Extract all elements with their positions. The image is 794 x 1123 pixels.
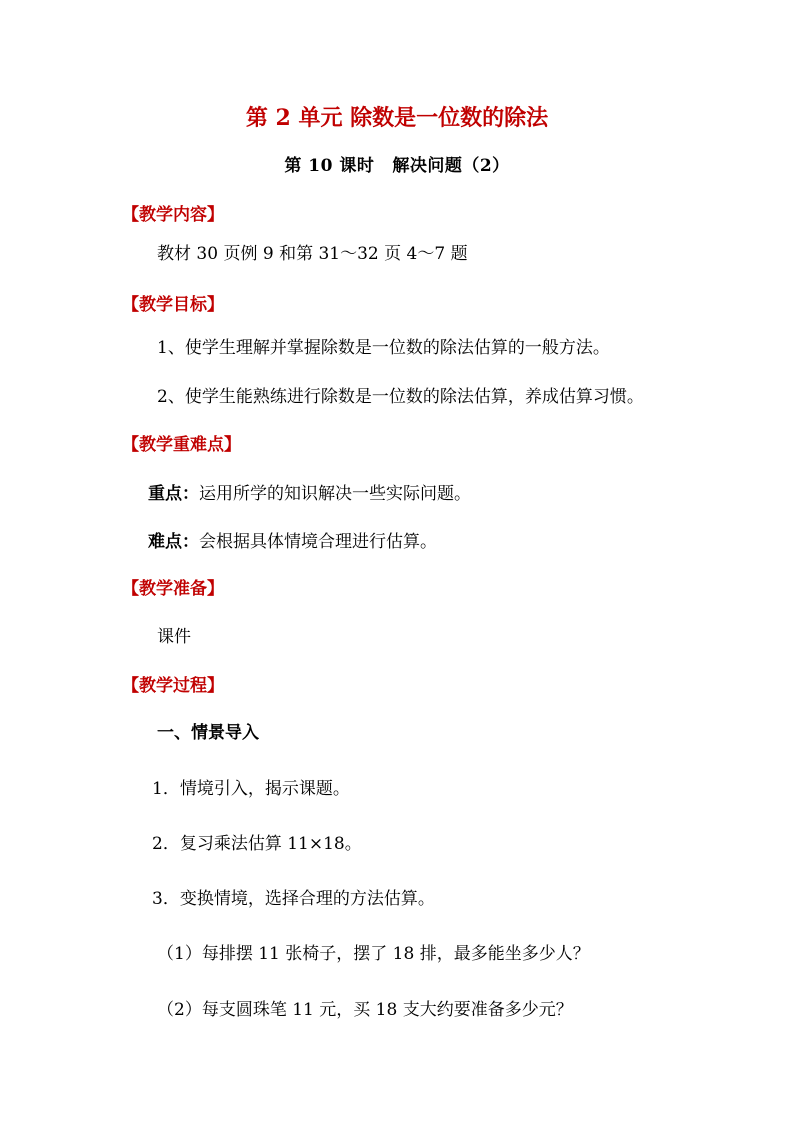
key-point-label: 重点： — [148, 484, 199, 504]
process-item: 3．变换情境，选择合理的方法估算。 — [152, 889, 435, 909]
lesson-number: 第 10 课时 — [284, 156, 375, 176]
section-heading-key-points: 【教学重难点】 — [122, 435, 241, 455]
difficulty-line — [148, 531, 437, 553]
section-heading-content: 【教学内容】 — [122, 205, 224, 225]
section-heading-goals: 【教学目标】 — [122, 295, 224, 315]
section-heading-preparation: 【教学准备】 — [122, 579, 224, 599]
goal-item: 2、使学生能熟练进行除数是一位数的除法估算，养成估算习惯。 — [157, 387, 644, 407]
preparation-text: 课件 — [157, 627, 191, 647]
process-step-title: 一、情景导入 — [157, 723, 259, 743]
goal-item: 1、使学生理解并掌握除数是一位数的除法估算的一般方法。 — [157, 338, 610, 358]
difficulty-label: 难点： — [148, 532, 199, 552]
key-point-line — [148, 483, 471, 505]
key-point-text: 运用所学的知识解决一些实际问题。 — [199, 484, 471, 504]
process-sub-item: （1）每排摆 11 张椅子，摆了 18 排，最多能坐多少人？ — [157, 944, 590, 964]
document-title: 第 2 单元 除数是一位数的除法 — [245, 105, 549, 131]
section-heading-process: 【教学过程】 — [122, 676, 224, 696]
process-sub-item: （2）每支圆珠笔 11 元，买 18 支大约要准备多少元？ — [157, 1000, 573, 1020]
process-item: 2．复习乘法估算 11×18。 — [152, 834, 362, 854]
difficulty-text: 会根据具体情境合理进行估算。 — [199, 532, 437, 552]
content-text: 教材 30 页例 9 和第 31～32 页 4～7 题 — [157, 244, 468, 264]
lesson-topic: 解决问题（2） — [392, 156, 510, 176]
lesson-subtitle — [0, 155, 794, 177]
process-item: 1．情境引入，揭示课题。 — [152, 779, 350, 799]
